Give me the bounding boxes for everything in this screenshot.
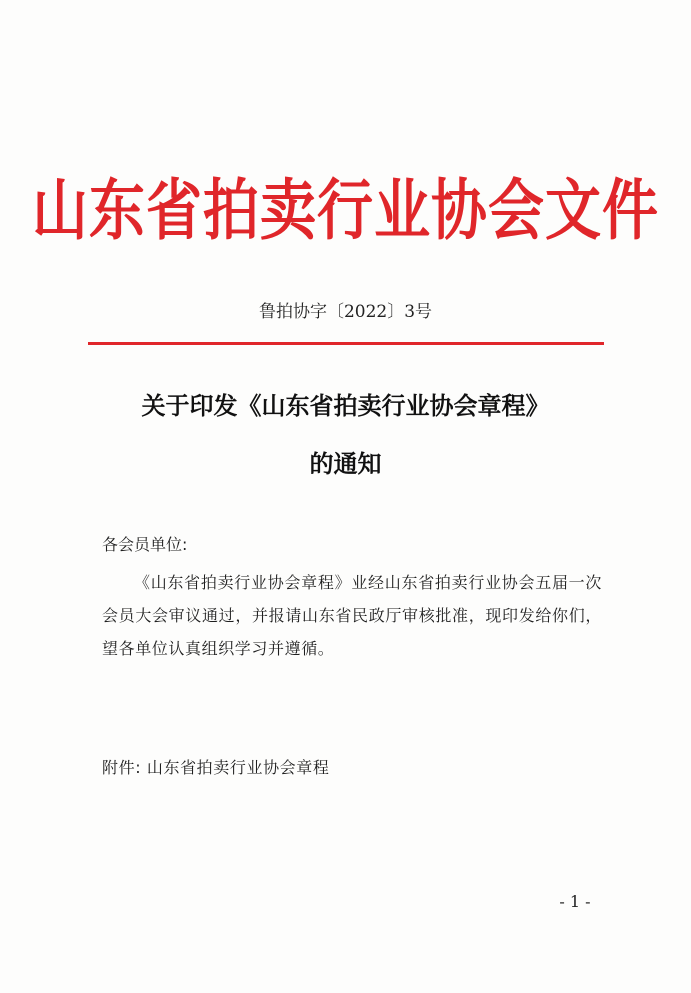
notice-title-line-1: 关于印发《山东省拍卖行业协会章程》 [141, 391, 550, 420]
salutation: 各会员单位: [102, 535, 188, 554]
red-divider-line [88, 342, 604, 345]
attachment-line: 附件: 山东省拍卖行业协会章程 [102, 758, 330, 777]
page-number: - 1 - [559, 892, 591, 911]
document-masthead: 山东省拍卖行业协会文件 [32, 171, 659, 250]
notice-title-line-2: 的通知 [309, 449, 382, 478]
document-number: 鲁拍协字〔2022〕3号 [258, 302, 433, 322]
body-paragraph: 《山东省拍卖行业协会章程》业经山东省拍卖行业协会五届一次会员大会审议通过，并报请山东省民政厅审核批准，现印发给你们，望各单位认真组织学习并遵循。 [102, 573, 602, 658]
